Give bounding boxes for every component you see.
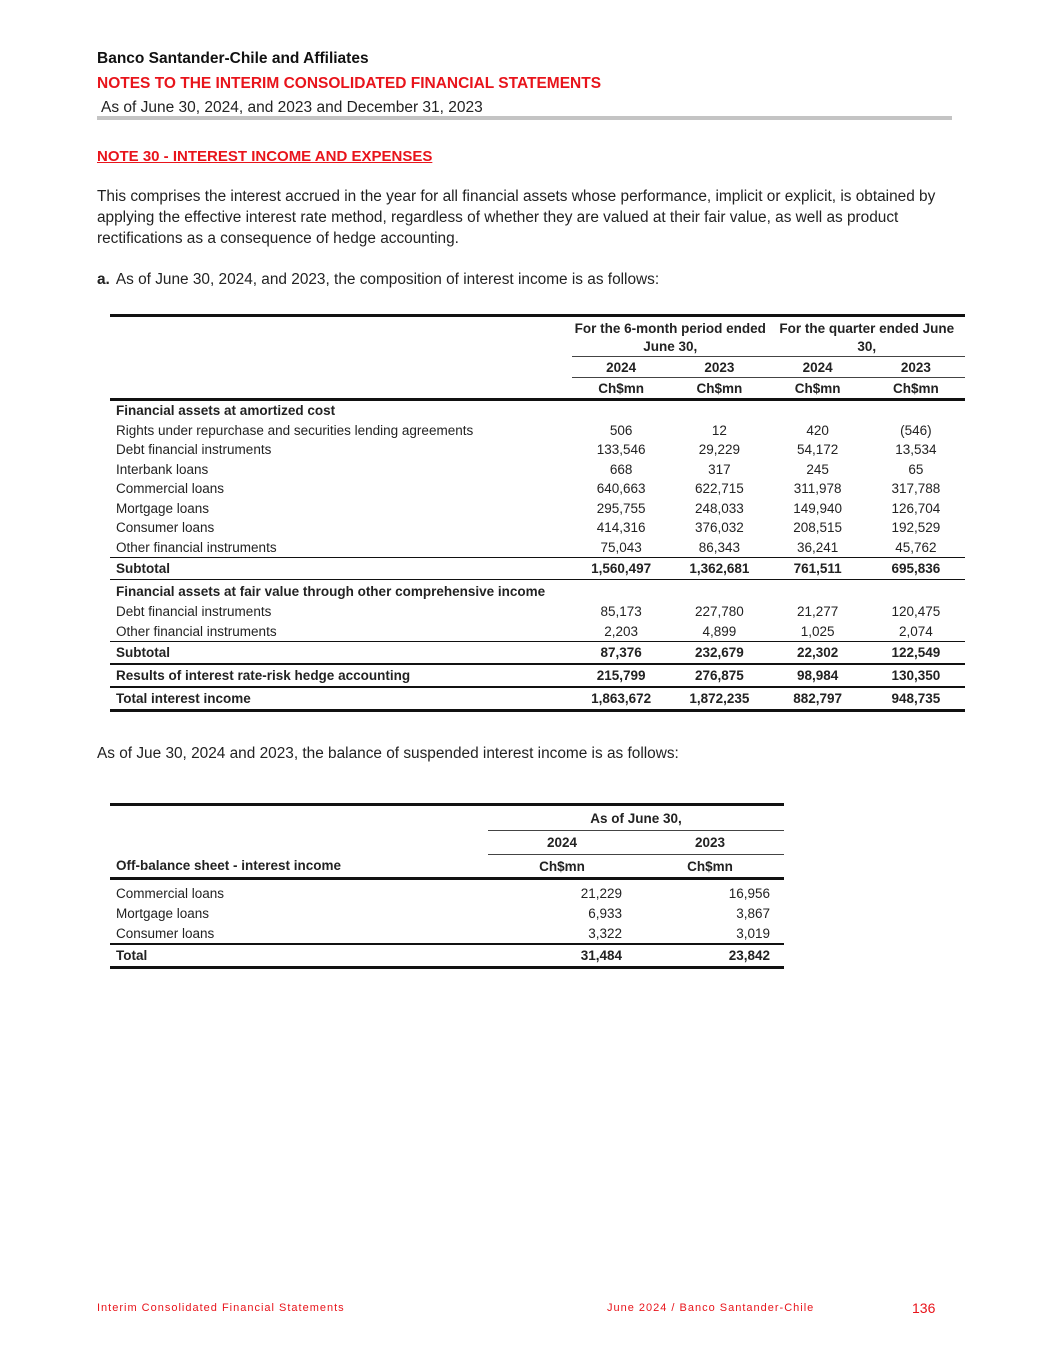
item-a-text: As of June 30, 2024, and 2023, the composition of interest income is as follows: xyxy=(115,271,660,288)
cell: 1,025 xyxy=(800,623,835,639)
year-header: 2024 xyxy=(488,831,636,855)
interest-income-table xyxy=(110,314,965,712)
row-label: Total interest income xyxy=(110,687,572,711)
table-row xyxy=(110,460,965,480)
table-unit-header xyxy=(110,855,784,879)
cell: 23,842 xyxy=(636,944,784,968)
cell: 248,033 xyxy=(694,500,744,516)
cell: 149,940 xyxy=(793,500,843,516)
cell: 130,350 xyxy=(867,664,965,687)
item-a-letter: a. xyxy=(97,271,110,288)
table-row xyxy=(110,538,965,558)
hedge-row xyxy=(110,664,965,687)
table-row xyxy=(110,923,784,944)
cell: 22,302 xyxy=(769,642,867,665)
row-label: Other financial instruments xyxy=(116,539,277,555)
unit-header: Ch$mn xyxy=(636,855,784,879)
table-group-header xyxy=(110,316,965,357)
section-label: Financial assets at amortized cost xyxy=(116,403,336,419)
subtotal-row xyxy=(110,558,965,580)
header-divider xyxy=(97,116,952,120)
unit-header: Ch$mn xyxy=(488,855,636,879)
cell: (546) xyxy=(900,422,932,438)
cell: 1,863,672 xyxy=(572,687,670,711)
cell: 98,984 xyxy=(769,664,867,687)
group-as-of: As of June 30, xyxy=(488,806,784,831)
cell: 4,899 xyxy=(702,623,737,639)
cell: 1,362,681 xyxy=(670,558,768,580)
cell: 16,956 xyxy=(728,885,770,901)
row-label: Mortgage loans xyxy=(116,905,210,921)
cell: 948,735 xyxy=(867,687,965,711)
cell: 21,277 xyxy=(796,604,839,620)
cell: 87,376 xyxy=(572,642,670,665)
cell: 2,074 xyxy=(898,623,933,639)
cell: 215,799 xyxy=(572,664,670,687)
table-row xyxy=(110,622,965,642)
cell: 295,755 xyxy=(596,500,646,516)
year-header: 2023 xyxy=(636,831,784,855)
cell: 311,978 xyxy=(793,481,842,497)
cell: 420 xyxy=(806,422,829,438)
cell: 122,549 xyxy=(867,642,965,665)
cell: 3,867 xyxy=(736,905,770,921)
total-row xyxy=(110,944,784,968)
cell: 695,836 xyxy=(867,558,965,580)
cell: 126,704 xyxy=(891,500,941,516)
section-label: Financial assets at fair value through other comprehensive income xyxy=(110,580,572,603)
company-name: Banco Santander-Chile and Affiliates xyxy=(97,50,369,67)
cell: 133,546 xyxy=(596,442,646,458)
total-row xyxy=(110,687,965,711)
row-label: Commercial loans xyxy=(116,885,225,901)
unit-header: Ch$mn xyxy=(867,378,965,400)
row-label: Consumer loans xyxy=(116,925,215,941)
cell: 3,019 xyxy=(736,925,770,941)
table-row xyxy=(110,879,784,904)
cell: 1,560,497 xyxy=(572,558,670,580)
notes-title: NOTES TO THE INTERIM CONSOLIDATED FINANCIAL STATEMENTS xyxy=(97,75,602,92)
cell: 13,534 xyxy=(895,442,937,458)
year-header: 2023 xyxy=(867,357,965,378)
cell: 232,679 xyxy=(670,642,768,665)
cell: 2,203 xyxy=(604,623,639,639)
note-paragraph: This comprises the interest accrued in the year for all financial assets whose performance, implicit or explicit, is obtained by applying the effective interest rate method, regardless of whether they are valued at their fair value, as well as product rectifications as a consequence of hedge accounting. xyxy=(97,188,936,247)
cell: 85,173 xyxy=(600,604,642,620)
unit-header: Ch$mn xyxy=(769,378,867,400)
cell: 227,780 xyxy=(694,604,744,620)
cell: 1,872,235 xyxy=(670,687,768,711)
table-unit-header xyxy=(110,378,965,400)
cell: 668 xyxy=(609,461,633,477)
row-label: Commercial loans xyxy=(116,481,225,497)
cell: 414,316 xyxy=(596,520,646,536)
row-label: Other financial instruments xyxy=(116,623,277,639)
table-row xyxy=(110,518,965,538)
row-label: Subtotal xyxy=(110,558,572,580)
note-title: NOTE 30 - INTEREST INCOME AND EXPENSES xyxy=(97,148,433,165)
row-label: Results of interest rate-risk hedge accounting xyxy=(110,664,572,687)
table-row xyxy=(110,440,965,460)
cell: 317 xyxy=(708,461,731,477)
row-label: Total xyxy=(110,944,488,968)
row-label: Debt financial instruments xyxy=(116,604,272,620)
row-label: Debt financial instruments xyxy=(116,442,272,458)
row-label: Subtotal xyxy=(110,642,572,665)
section-header xyxy=(110,580,965,603)
cell: 376,032 xyxy=(694,520,744,536)
cell: 65 xyxy=(908,461,924,477)
cell: 276,875 xyxy=(670,664,768,687)
table-year-header xyxy=(110,357,965,378)
cell: 192,529 xyxy=(891,520,941,536)
cell: 622,715 xyxy=(694,481,744,497)
year-header: 2024 xyxy=(572,357,670,378)
table-year-header xyxy=(110,831,784,855)
cell: 3,322 xyxy=(588,925,622,941)
cell: 29,229 xyxy=(698,442,741,458)
table-row xyxy=(110,499,965,519)
row-label: Consumer loans xyxy=(116,520,215,536)
unit-header: Ch$mn xyxy=(572,378,670,400)
as-of-date: As of June 30, 2024, and 2023 and December 31, 2023 xyxy=(101,99,483,116)
row-label: Interbank loans xyxy=(116,461,209,477)
year-header: 2023 xyxy=(670,357,768,378)
cell: 640,663 xyxy=(596,481,646,497)
cell: 12 xyxy=(711,422,727,438)
suspended-interest-table xyxy=(110,803,784,969)
row-label: Mortgage loans xyxy=(116,500,210,516)
group-6-month: For the 6-month period ended June 30, xyxy=(572,316,769,357)
cell: 317,788 xyxy=(891,481,941,497)
table-row xyxy=(110,903,784,923)
page-number: 136 xyxy=(912,1300,936,1316)
group-quarter: For the quarter ended June 30, xyxy=(769,316,966,357)
cell: 75,043 xyxy=(600,539,642,555)
cell: 506 xyxy=(609,422,633,438)
year-header: 2024 xyxy=(769,357,867,378)
footer-left: Interim Consolidated Financial Statements xyxy=(97,1302,345,1314)
cell: 36,241 xyxy=(796,539,839,555)
cell: 31,484 xyxy=(488,944,636,968)
section-header xyxy=(110,400,965,421)
row-header: Off-balance sheet - interest income xyxy=(110,855,488,879)
table-group-header xyxy=(110,806,784,831)
cell: 86,343 xyxy=(698,539,741,555)
suspended-interest-paragraph: As of Jue 30, 2024 and 2023, the balance of suspended interest income is as follows: xyxy=(97,745,679,762)
item-a xyxy=(97,271,659,289)
unit-header: Ch$mn xyxy=(670,378,768,400)
cell: 21,229 xyxy=(580,885,622,901)
table-row xyxy=(110,421,965,441)
cell: 120,475 xyxy=(891,604,941,620)
cell: 54,172 xyxy=(796,442,839,458)
cell: 45,762 xyxy=(895,539,937,555)
cell: 208,515 xyxy=(793,520,843,536)
footer-middle: June 2024 / Banco Santander-Chile xyxy=(607,1302,815,1314)
cell: 6,933 xyxy=(588,905,622,921)
row-label: Rights under repurchase and securities lending agreements xyxy=(116,422,474,438)
table-row xyxy=(110,479,965,499)
cell: 761,511 xyxy=(769,558,867,580)
table-row xyxy=(110,602,965,622)
cell: 245 xyxy=(806,461,829,477)
cell: 882,797 xyxy=(769,687,867,711)
subtotal-row xyxy=(110,642,965,665)
